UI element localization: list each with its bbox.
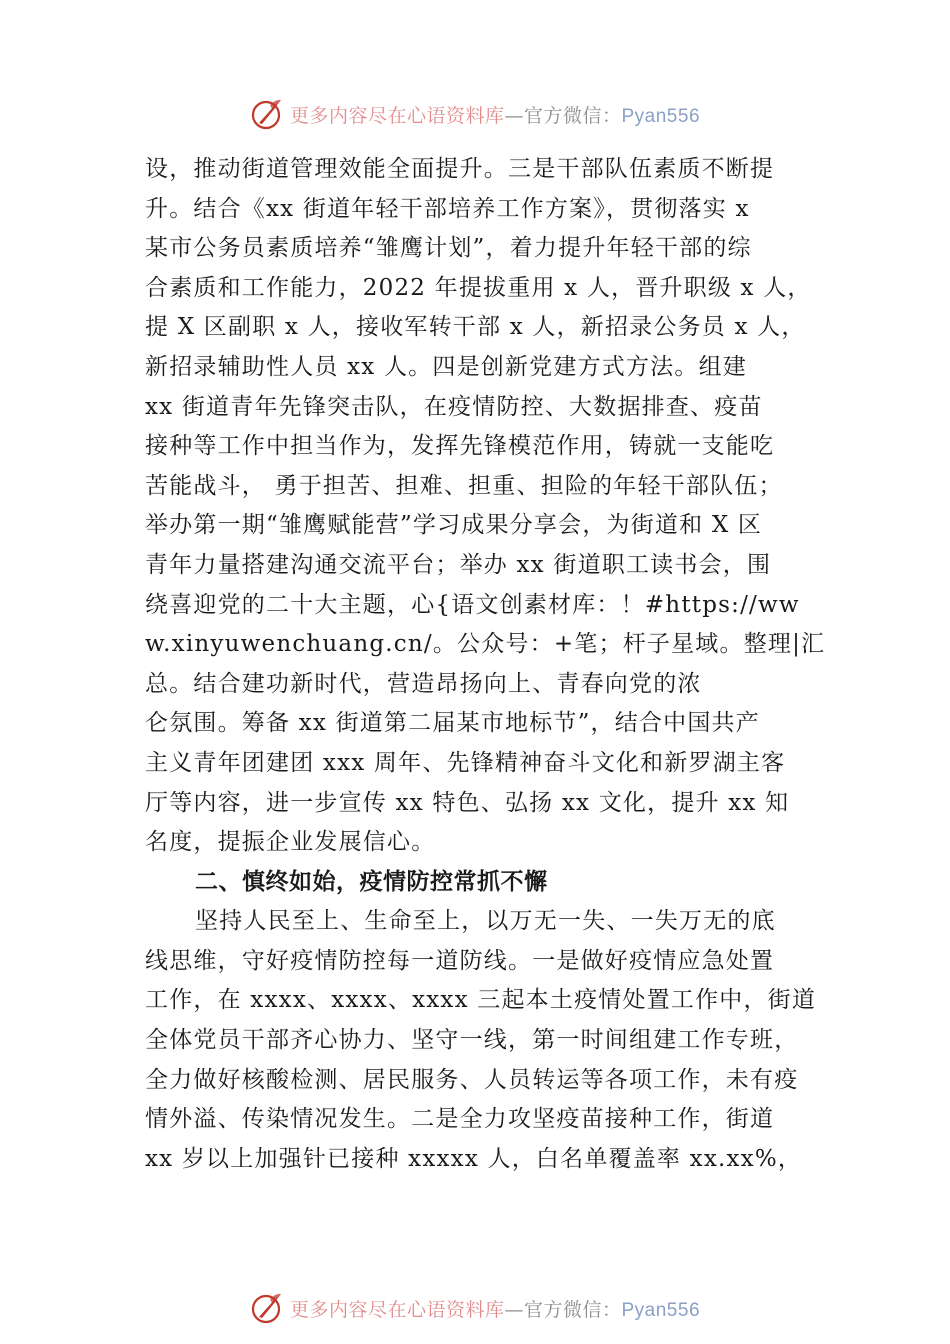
footer-banner: [0, 1288, 950, 1328]
text-line: 全体党员干部齐心协力、坚守一线，第一时间组建工作专班，: [145, 1027, 799, 1054]
text-line: xx 街道青年先锋突击队，在疫情防控、大数据排查、疫苗: [145, 393, 763, 420]
banner-official-label: 官方微信：: [523, 104, 622, 127]
text-line: 提 X 区副职 x 人，接收军转干部 x 人，新招录公务员 x 人，: [145, 314, 806, 341]
text-line: 全力做好核酸检测、居民服务、人员转运等各项工作，未有疫: [145, 1066, 799, 1093]
section-heading: 二、慎终如始，疫情防控常抓不懈: [195, 868, 548, 895]
text-line: 青年力量搭建沟通交流平台；举办 xx 街道职工读书会，围: [145, 551, 772, 578]
text-line: 接种等工作中担当作为，发挥先锋模范作用，铸就一支能吃: [145, 433, 775, 460]
text-line: 苦能战斗， 勇于担苦、担难、担重、担险的年轻干部队伍；: [145, 472, 783, 499]
quill-pen-circle-icon: [250, 1291, 284, 1325]
banner-dash: —: [504, 104, 524, 127]
document-body: [145, 150, 845, 1179]
text-line: 工作，在 xxxx、xxxx、xxxx 三起本土疫情处置工作中，街道: [145, 987, 817, 1014]
text-line: w.xinyuwenchuang.cn/。公众号：+笔；杆子星域。整理|汇: [145, 631, 826, 658]
header-banner: [0, 94, 950, 134]
text-line: 主义青年团建团 xxx 周年、先锋精神奋斗文化和新罗湖主客: [145, 749, 786, 776]
banner-site-text: 更多内容尽在心语资料库: [289, 1298, 505, 1321]
banner-account: Pyan556: [621, 105, 701, 127]
banner-text: [290, 101, 700, 128]
text-line: 合素质和工作能力，2022 年提拔重用 x 人，晋升职级 x 人，: [145, 274, 812, 301]
text-line: 举办第一期“雏鹰赋能营”学习成果分享会，为街道和 X 区: [145, 512, 763, 539]
text-line: 仑氛围。筹备 xx 街道第二届某市地标节”，结合中国共产: [145, 710, 760, 737]
banner-dash: —: [504, 1298, 524, 1321]
text-line: 线思维，守好疫情防控每一道防线。一是做好疫情应急处置: [145, 947, 775, 974]
banner-text: [290, 1295, 700, 1322]
banner-account: Pyan556: [621, 1299, 701, 1321]
text-line: 升。结合《xx 街道年轻干部培养工作方案》，贯彻落实 x: [145, 195, 750, 222]
banner-official-label: 官方微信：: [523, 1298, 622, 1321]
text-line: 某市公务员素质培养“雏鹰计划”，着力提升年轻干部的综: [145, 235, 752, 262]
text-line: xx 岁以上加强针已接种 xxxxx 人，白名单覆盖率 xx.xx%，: [145, 1145, 803, 1172]
text-line: 总。结合建功新时代，营造昂扬向上、青春向党的浓: [145, 670, 702, 697]
text-line: 坚持人民至上、生命至上，以万无一失、一失万无的底: [195, 908, 776, 935]
text-line: 绕喜迎党的二十大主题，心{语文创素材库：！#https://ww: [145, 591, 800, 618]
banner-site-text: 更多内容尽在心语资料库: [289, 104, 505, 127]
text-line: 厅等内容，进一步宣传 xx 特色、弘扬 xx 文化，提升 xx 知: [145, 789, 790, 816]
text-line: 新招录辅助性人员 xx 人。四是创新党建方式方法。组建: [145, 353, 747, 380]
text-line: 设，推动街道管理效能全面提升。三是干部队伍素质不断提: [145, 156, 775, 182]
text-line: 名度，提振企业发展信心。: [145, 829, 436, 856]
text-line: 情外溢、传染情况发生。二是全力攻坚疫苗接种工作，街道: [145, 1106, 775, 1133]
quill-pen-circle-icon: [250, 97, 284, 131]
